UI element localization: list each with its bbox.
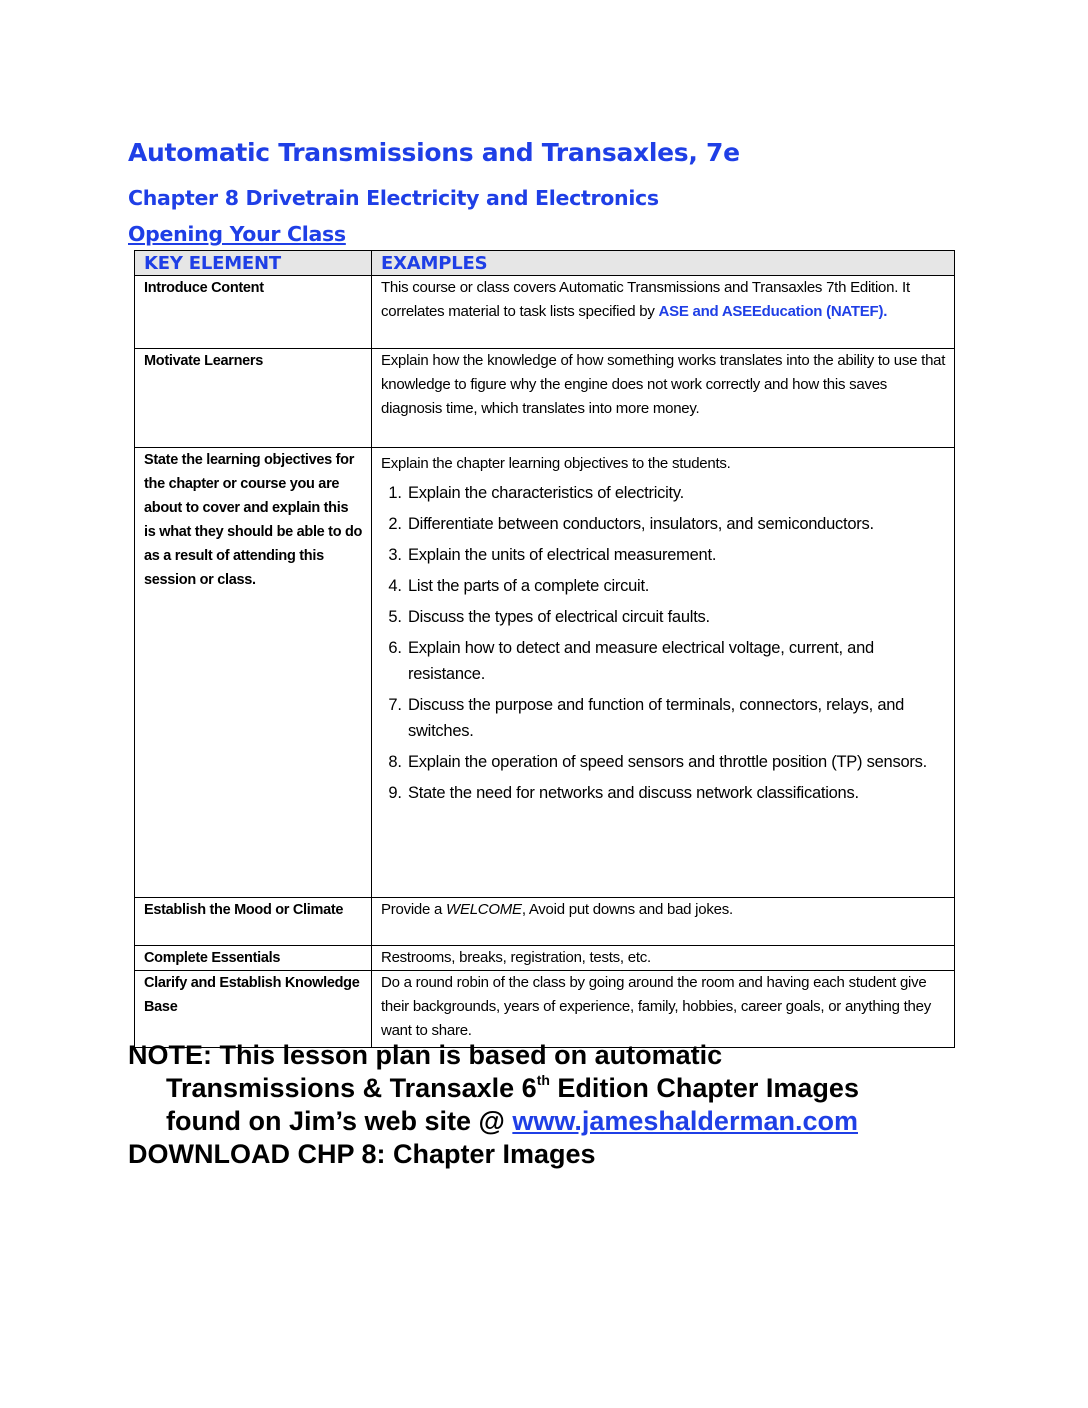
objective-item: 9. State the need for networks and discuss network classifications. [406,780,946,806]
table-row [135,898,955,946]
table-row [135,276,955,349]
example-cell: Explain how the knowledge of how something works translates into the ability to use that knowledge to figure why the engine does not work correctly and how this saves diagnosis time, which translates into more money. [372,349,955,448]
example-cell [372,448,955,898]
column-header-examples: EXAMPLES [372,251,955,276]
note-line-1: NOTE: This lesson plan is based on automatic [128,1040,723,1070]
example-cell [372,276,955,349]
objective-item: 4. List the parts of a complete circuit. [406,573,946,599]
chapter-subtitle: Chapter 8 Drivetrain Electricity and Electronics [128,186,659,210]
objectives-intro: Explain the chapter learning objectives to the students. [381,455,731,472]
note-text: found on Jim’s web site @ [166,1106,513,1136]
table-row [135,971,955,1048]
objective-item: 5. Discuss the types of electrical circuit faults. [406,604,946,630]
key-element-cell: State the learning objectives for the chapter or course you are about to cover and explain this is what they should be able to do as a result of attending this session or class. [135,448,372,898]
key-element-cell: Complete Essentials [135,946,372,971]
objective-item: 2. Differentiate between conductors, insulators, and semiconductors. [406,511,946,537]
website-link[interactable]: www.jameshalderman.com [512,1106,858,1136]
key-element-cell: Introduce Content [135,276,372,349]
objective-item: 1. Explain the characteristics of electricity. [406,480,946,506]
table-row [135,349,955,448]
example-cell: Restrooms, breaks, registration, tests, etc. [372,946,955,971]
key-element-cell: Clarify and Establish Knowledge Base [135,971,372,1048]
note-line-3 [128,1105,948,1138]
objectives-list [381,480,946,806]
column-header-key-element: KEY ELEMENT [135,251,372,276]
example-cell [372,898,955,946]
download-line: DOWNLOAD CHP 8: Chapter Images [128,1139,596,1169]
note-text: Edition Chapter Images [549,1073,859,1103]
document-title: Automatic Transmissions and Transaxles, 7e [128,138,740,167]
ordinal-superscript: th [536,1072,550,1088]
key-element-cell: Establish the Mood or Climate [135,898,372,946]
objective-item: 8. Explain the operation of speed sensors and throttle position (TP) sensors. [406,749,946,775]
welcome-emphasis: WELCOME [446,901,522,918]
table-row [135,448,955,898]
lesson-note [128,1039,948,1171]
table-header-row [135,251,955,276]
lesson-plan-table [134,250,955,1048]
note-text: Transmissions & Transaxle 6 [166,1073,537,1103]
example-text: Provide a [381,901,447,918]
note-line-2 [128,1072,948,1105]
opening-your-class-link[interactable]: Opening Your Class [128,222,346,246]
example-text: , Avoid put downs and bad jokes. [521,901,733,918]
key-element-cell: Motivate Learners [135,349,372,448]
objective-item: 7. Discuss the purpose and function of terminals, connectors, relays, and switches. [406,692,946,744]
example-cell: Do a round robin of the class by going around the room and having each student give their backgrounds, years of experience, family, hobbies, career goals, or anything they want to share. [372,971,955,1048]
table-row [135,946,955,971]
example-text: This course or class covers Automatic Transmissions and Transaxles 7th Edition. It correlates material to task lists specified by [381,279,910,320]
objective-item: 6. Explain how to detect and measure electrical voltage, current, and resistance. [406,635,946,687]
objective-item: 3. Explain the units of electrical measurement. [406,542,946,568]
ase-natef-highlight: ASE and ASEEducation (NATEF). [658,303,888,320]
